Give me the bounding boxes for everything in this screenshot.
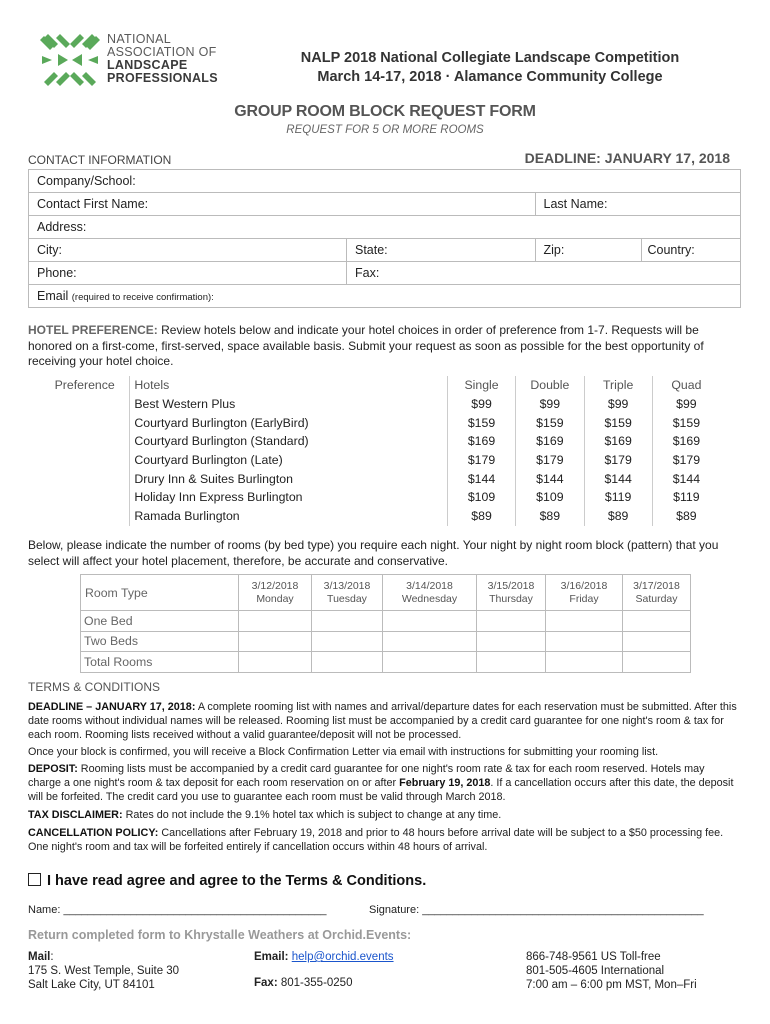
preference-input[interactable] xyxy=(40,488,130,507)
terms-heading: TERMS & CONDITIONS xyxy=(28,680,161,694)
hotel-preference-body: Review hotels below and indicate your hotel choices in order of preference from 1-7. Requests will be honored on a first-come, first-served, space available basis. Submit your request as soon as possible for the best opportunity of receiving your hotel choice. xyxy=(28,323,704,368)
email-label: Email xyxy=(37,289,69,303)
rate-single: $179 xyxy=(447,451,515,470)
agree-checkbox[interactable] xyxy=(28,873,41,886)
terms-tax-label: TAX DISCLAIMER: xyxy=(28,809,123,821)
terms-body xyxy=(28,700,740,854)
col-double: Double xyxy=(516,376,584,395)
room-type-label: Two Beds xyxy=(81,631,239,652)
preference-input[interactable] xyxy=(40,413,130,432)
hotel-name: Courtyard Burlington (EarlyBird) xyxy=(130,413,448,432)
date-label: 3/14/2018 xyxy=(406,579,453,592)
terms-deposit-date: February 19, 2018 xyxy=(399,777,491,789)
rate-double: $159 xyxy=(516,413,584,432)
date-label: 3/17/2018 xyxy=(633,579,680,592)
rate-single: $169 xyxy=(447,432,515,451)
email-note: (required to receive confirmation): xyxy=(71,292,214,303)
room-count-input[interactable] xyxy=(546,631,623,652)
mail-address-line2: Salt Lake City, UT 84101 xyxy=(28,979,155,991)
zip-country-cell xyxy=(535,239,741,262)
table-row xyxy=(40,413,720,432)
address-field[interactable]: Address: xyxy=(29,216,741,239)
room-count-input[interactable] xyxy=(239,611,312,632)
room-type-header: Room Type xyxy=(81,575,239,611)
email-block xyxy=(254,950,394,964)
fax-block xyxy=(254,976,352,990)
table-row xyxy=(81,652,691,673)
fax-label-footer: Fax: xyxy=(254,977,278,989)
rate-single: $144 xyxy=(447,469,515,488)
first-name-field[interactable]: Contact First Name: xyxy=(29,193,536,216)
room-type-label: Total Rooms xyxy=(81,652,239,673)
room-count-input[interactable] xyxy=(623,652,691,673)
phone-international: 801-505-4605 International xyxy=(526,965,665,977)
terms-deposit xyxy=(28,762,740,804)
date-header xyxy=(239,575,312,611)
logo-line-professionals: PROFESSIONALS xyxy=(107,71,218,85)
room-count-input[interactable] xyxy=(312,611,383,632)
email-field[interactable] xyxy=(29,285,741,308)
room-count-input[interactable] xyxy=(239,631,312,652)
fax-field[interactable]: Fax: xyxy=(347,262,741,285)
date-header xyxy=(477,575,546,611)
rate-single: $99 xyxy=(447,395,515,414)
agree-checkbox-row[interactable] xyxy=(28,873,426,889)
terms-tax-text: Rates do not include the 9.1% hotel tax which is subject to change at any time. xyxy=(125,809,502,821)
room-count-input[interactable] xyxy=(623,631,691,652)
preference-input[interactable] xyxy=(40,469,130,488)
name-line[interactable]: Name: ___________________________________________ xyxy=(28,904,327,916)
date-label: 3/12/2018 xyxy=(251,579,299,592)
rate-double: $169 xyxy=(516,432,584,451)
logo-text xyxy=(107,33,218,85)
room-count-input[interactable] xyxy=(546,611,623,632)
event-header xyxy=(260,49,720,87)
preference-input[interactable] xyxy=(40,432,130,451)
agree-label: I have read agree and agree to the Terms & Conditions. xyxy=(47,873,427,889)
terms-tax xyxy=(28,808,740,822)
phone-field[interactable]: Phone: xyxy=(29,262,347,285)
room-type-label: One Bed xyxy=(81,611,239,632)
event-title: NALP 2018 National Collegiate Landscape Competition xyxy=(300,50,680,66)
deadline-label: DEADLINE: JANUARY 17, 2018 xyxy=(524,150,730,166)
day-label: Tuesday xyxy=(327,592,367,605)
room-count-input[interactable] xyxy=(239,652,312,673)
table-row xyxy=(81,631,691,652)
contact-section-label: CONTACT INFORMATION xyxy=(28,153,172,167)
col-preference: Preference xyxy=(54,378,115,393)
rate-triple: $179 xyxy=(584,451,652,470)
logo-line-national: NATIONAL xyxy=(107,32,171,46)
email-link[interactable]: help@orchid.events xyxy=(291,951,394,963)
phone-block xyxy=(526,950,697,992)
date-label: 3/16/2018 xyxy=(560,579,608,592)
city-field[interactable]: City: xyxy=(29,239,347,262)
mail-block: Mail: 175 S. West Temple, Suite 30 Salt Lake City, UT 84101 xyxy=(28,951,180,991)
hotel-name: Holiday Inn Express Burlington xyxy=(130,488,448,507)
date-label: 3/15/2018 xyxy=(487,579,535,592)
return-instructions: Return completed form to Khrystalle Weathers at Orchid.Events: xyxy=(28,928,412,942)
fax-number: 801-355-0250 xyxy=(280,977,353,989)
day-label: Monday xyxy=(256,592,294,605)
room-count-input[interactable] xyxy=(383,652,477,673)
form-title: GROUP ROOM BLOCK REQUEST FORM xyxy=(234,103,536,120)
terms-cancel xyxy=(28,826,740,854)
table-row xyxy=(40,432,720,451)
date-header xyxy=(546,575,623,611)
room-block-intro: Below, please indicate the number of rooms (by bed type) you require each night. Your night by night room block (pattern) that you select will affect your hotel placement, therefore, be accurate and conservative. xyxy=(28,538,719,568)
terms-cancel-text: Cancellations after February 19, 2018 and prior to 48 hours before arrival date will be subject to a $50 processing fee. One night's room and tax will be forfeited entirely if cancellation occurs within 48 hours of arrival. xyxy=(28,827,724,853)
mail-label: Mail xyxy=(28,951,51,963)
rate-quad: $144 xyxy=(652,469,720,488)
rate-quad: $89 xyxy=(652,507,720,526)
country-field[interactable]: Country: xyxy=(647,243,695,257)
hotels-table xyxy=(40,376,720,526)
terms-confirm: Once your block is confirmed, you will receive a Block Confirmation Letter via email with instructions for submitting your rooming list. xyxy=(28,746,659,758)
date-label: 3/13/2018 xyxy=(323,579,371,592)
room-count-input[interactable] xyxy=(383,631,477,652)
hotel-name: Ramada Burlington xyxy=(130,507,448,526)
nalp-logo-icon xyxy=(40,34,100,86)
zip-field[interactable]: Zip: xyxy=(543,243,565,257)
room-count-input[interactable] xyxy=(477,611,546,632)
preference-input[interactable] xyxy=(40,451,130,470)
day-label: Saturday xyxy=(635,592,678,605)
terms-deposit-text-1: Rooming lists must be accompanied by a credit card guarantee for one night's room rate & tax for each room reserved. Hotels may charge a one night's room & tax deposit for each room reservation on or after xyxy=(28,763,705,789)
date-header xyxy=(383,575,477,611)
logo-line-association: ASSOCIATION OF xyxy=(107,45,217,59)
rate-single: $109 xyxy=(447,488,515,507)
form-subtitle: REQUEST FOR 5 OR MORE ROOMS xyxy=(286,124,484,136)
rate-quad: $119 xyxy=(652,488,720,507)
rate-quad: $169 xyxy=(652,432,720,451)
terms-deadline-text: A complete rooming list with names and arrival/departure dates for each reservation must be submitted. After this date rooms without individual names will be released. Rooming list must be accompanied by a credit card guarantee for one night's room & tax for each room. Rooming lists received without a valid guarantee/deposit will not be processed. xyxy=(28,701,737,741)
rate-double: $144 xyxy=(516,469,584,488)
table-row xyxy=(40,469,720,488)
preference-input[interactable] xyxy=(40,395,130,414)
rate-quad: $99 xyxy=(652,395,720,414)
col-triple: Triple xyxy=(584,376,652,395)
email-label-footer: Email: xyxy=(254,951,289,963)
table-row xyxy=(81,611,691,632)
state-field[interactable]: State: xyxy=(347,239,536,262)
date-header xyxy=(623,575,691,611)
col-single: Single xyxy=(447,376,515,395)
room-count-input[interactable] xyxy=(623,611,691,632)
day-label: Thursday xyxy=(489,592,533,605)
table-row xyxy=(40,488,720,507)
room-count-input[interactable] xyxy=(477,652,546,673)
date-header xyxy=(312,575,383,611)
hotel-preference-text xyxy=(28,323,740,370)
col-quad: Quad xyxy=(652,376,720,395)
logo-line-landscape: LANDSCAPE xyxy=(107,58,188,72)
rate-double: $89 xyxy=(516,507,584,526)
room-count-input[interactable] xyxy=(546,652,623,673)
table-row xyxy=(40,395,720,414)
rate-double: $99 xyxy=(516,395,584,414)
table-row xyxy=(40,507,720,526)
last-name-field[interactable]: Last Name: xyxy=(535,193,741,216)
table-row xyxy=(40,451,720,470)
hotel-name: Courtyard Burlington (Late) xyxy=(130,451,448,470)
rate-single: $159 xyxy=(447,413,515,432)
col-hotels: Hotels xyxy=(130,376,448,395)
room-count-input[interactable] xyxy=(383,611,477,632)
terms-deadline-label: DEADLINE – JANUARY 17, 2018: xyxy=(28,701,196,713)
rate-quad: $179 xyxy=(652,451,720,470)
rate-single: $89 xyxy=(447,507,515,526)
day-label: Wednesday xyxy=(401,592,458,605)
room-count-input[interactable] xyxy=(312,631,383,652)
rate-triple: $119 xyxy=(584,488,652,507)
office-hours: 7:00 am – 6:00 pm MST, Mon–Fri xyxy=(526,979,697,991)
event-dates: March 14-17, 2018 · Alamance Community College xyxy=(317,69,663,85)
hotel-name: Best Western Plus xyxy=(130,395,448,414)
rate-quad: $159 xyxy=(652,413,720,432)
rate-triple: $89 xyxy=(584,507,652,526)
day-label: Friday xyxy=(569,592,599,605)
hotel-name: Courtyard Burlington (Standard) xyxy=(130,432,448,451)
hotel-preference-label: HOTEL PREFERENCE: xyxy=(28,323,158,337)
rate-double: $179 xyxy=(516,451,584,470)
rate-triple: $169 xyxy=(584,432,652,451)
company-field[interactable]: Company/School: xyxy=(29,170,741,193)
contact-form xyxy=(28,169,741,308)
mail-address-line1: 175 S. West Temple, Suite 30 xyxy=(28,965,180,977)
preference-input[interactable] xyxy=(40,507,130,526)
room-block-table xyxy=(80,574,691,673)
terms-deadline xyxy=(28,700,740,742)
room-count-input[interactable] xyxy=(477,631,546,652)
terms-deposit-label: DEPOSIT: xyxy=(28,763,78,775)
signature-line[interactable]: Signature: ______________________________________________ xyxy=(369,904,704,916)
terms-cancel-label: CANCELLATION POLICY: xyxy=(28,827,159,839)
room-count-input[interactable] xyxy=(312,652,383,673)
rate-triple: $144 xyxy=(584,469,652,488)
rate-double: $109 xyxy=(516,488,584,507)
rate-triple: $99 xyxy=(584,395,652,414)
terms-deposit-text-2: . If a cancellation occurs after this date, the deposit will be forfeited. The credit card you use to guarantee each room must be valid through March 2018. xyxy=(28,777,734,803)
hotel-name: Drury Inn & Suites Burlington xyxy=(130,469,448,488)
rate-triple: $159 xyxy=(584,413,652,432)
phone-tollfree: 866-748-9561 US Toll-free xyxy=(526,951,661,963)
